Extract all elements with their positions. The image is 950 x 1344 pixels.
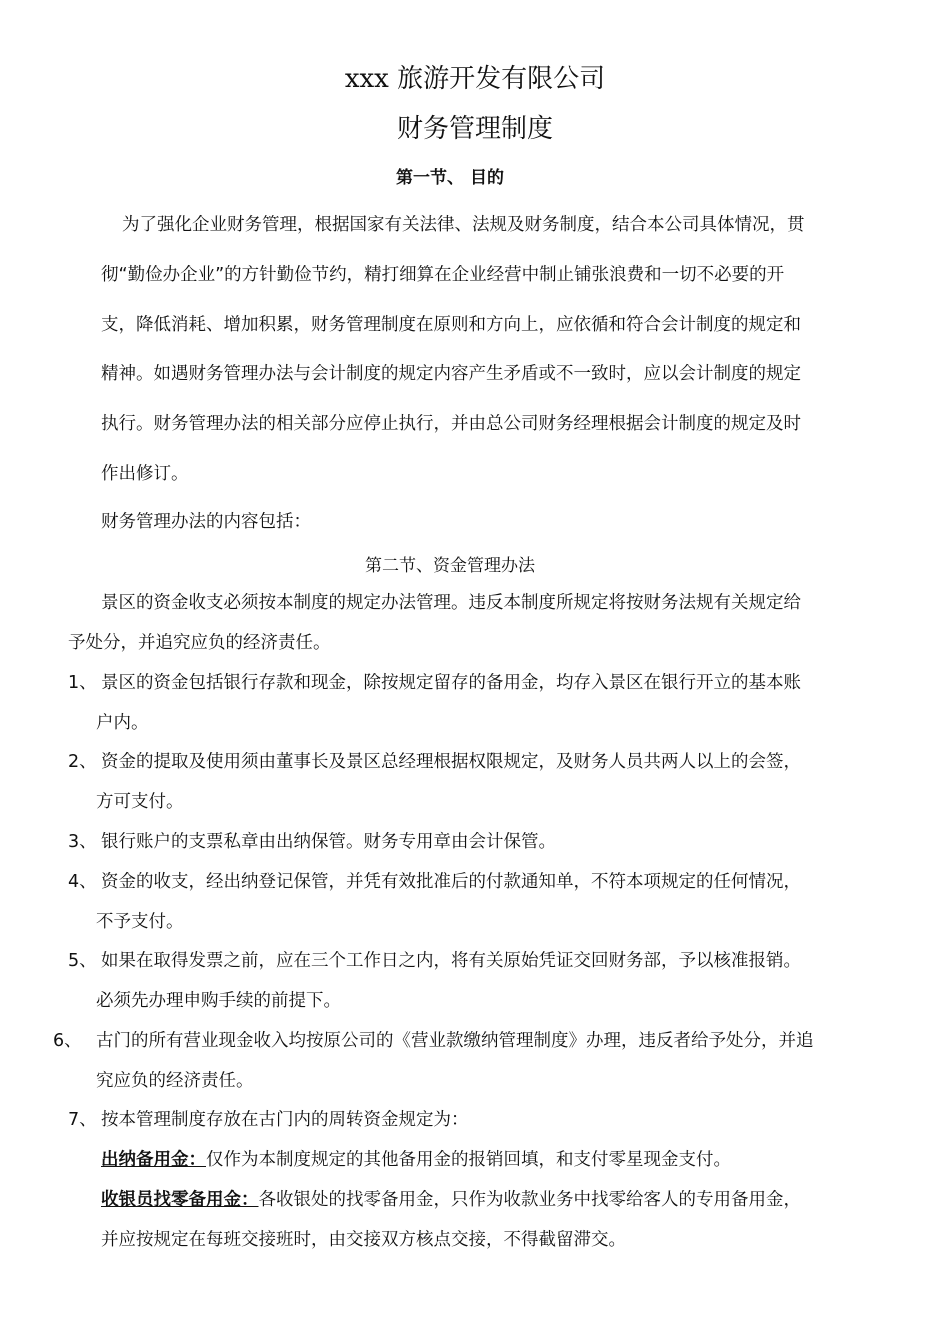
item-3-line-1: 银行账户的支票私章由出纳保管。财务专用章由会计保管。 xyxy=(101,832,556,852)
item-1-number: 1、 xyxy=(68,673,97,693)
section1-heading: 第一节、 目的 xyxy=(396,168,504,188)
item-7-number: 7、 xyxy=(68,1110,97,1130)
section1-line-1: 为了强化企业财务管理，根据国家有关法律、法规及财务制度，结合本公司具体情况，贯 xyxy=(122,215,805,235)
change-fund-text: 各收银处的找零备用金，只作为收款业务中找零给客人的专用备用金， xyxy=(258,1190,801,1210)
section1-line-3: 支，降低消耗、增加积累，财务管理制度在原则和方向上，应依循和符合会计制度的规定和 xyxy=(101,315,801,335)
section1-line-6: 作出修订。 xyxy=(101,464,189,484)
section2-heading: 第二节、资金管理办法 xyxy=(365,556,535,576)
item-7-line-1: 按本管理制度存放在古门内的周转资金规定为： xyxy=(101,1110,469,1130)
change-fund-line-2: 并应按规定在每班交接班时，由交接双方核点交接，不得截留滞交。 xyxy=(101,1230,626,1250)
section1-line-2: 彻“勤俭办企业”的方针勤俭节约，精打细算在企业经营中制止铺张浪费和一切不必要的开 xyxy=(101,265,785,285)
item-1-line-1: 景区的资金包括银行存款和现金，除按规定留存的备用金，均存入景区在银行开立的基本账 xyxy=(101,673,801,693)
item-2-line-1: 资金的提取及使用须由董事长及景区总经理根据权限规定，及财务人员共两人以上的会签， xyxy=(101,752,801,772)
item-5-number: 5、 xyxy=(68,951,97,971)
item-6-number: 6、 xyxy=(53,1031,82,1051)
cashier-fund-text: 仅作为本制度规定的其他备用金的报销回填，和支付零星现金支付。 xyxy=(206,1150,731,1170)
change-fund-label: 收银员找零备用金： xyxy=(101,1190,259,1210)
item-6-line-2: 究应负的经济责任。 xyxy=(96,1071,254,1091)
item-5-line-1: 如果在取得发票之前，应在三个工作日之内，将有关原始凭证交回财务部，予以核准报销。 xyxy=(101,951,801,971)
item-4-number: 4、 xyxy=(68,872,97,892)
cashier-fund-label: 出纳备用金： xyxy=(101,1150,206,1170)
item-4-line-1: 资金的收支，经出纳登记保管，并凭有效批准后的付款通知单，不符本项规定的任何情况， xyxy=(101,872,801,892)
item-5-line-2: 必须先办理申购手续的前提下。 xyxy=(96,991,341,1011)
section1-line-4: 精神。如遇财务管理办法与会计制度的规定内容产生矛盾或不一致时，应以会计制度的规定 xyxy=(101,364,801,384)
item-3-number: 3、 xyxy=(68,832,97,852)
item-1-line-2: 户内。 xyxy=(96,713,149,733)
item-4-line-2: 不予支付。 xyxy=(96,912,184,932)
section1-intro: 财务管理办法的内容包括： xyxy=(101,512,311,532)
item-2-line-2: 方可支付。 xyxy=(96,792,184,812)
item-2-number: 2、 xyxy=(68,752,97,772)
change-fund-row xyxy=(101,1188,801,1212)
item-6-line-1: 古门的所有营业现金收入均按原公司的《营业款缴纳管理制度》办理，违反者给予处分，并追 xyxy=(96,1031,814,1051)
section2-line-1: 景区的资金收支必须按本制度的规定办法管理。违反本制度所规定将按财务法规有关规定给 xyxy=(101,593,801,613)
section1-line-5: 执行。财务管理办法的相关部分应停止执行，并由总公司财务经理根据会计制度的规定及时 xyxy=(101,414,801,434)
section2-line-2: 予处分，并追究应负的经济责任。 xyxy=(68,633,331,653)
document-title: 财务管理制度 xyxy=(396,114,553,144)
cashier-fund-row xyxy=(101,1148,731,1172)
company-title: xxx 旅游开发有限公司 xyxy=(344,64,606,94)
